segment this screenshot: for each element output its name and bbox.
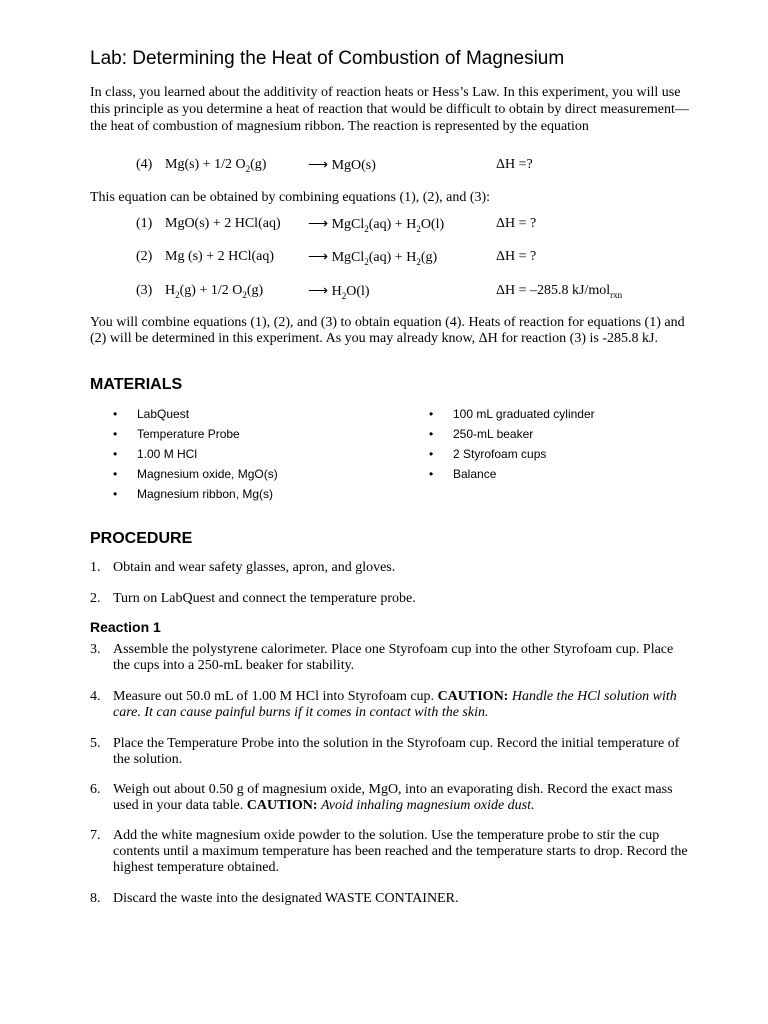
procedure-step — [90, 782, 690, 814]
procedure-step — [90, 591, 690, 607]
equation-enthalpy: ΔH =? — [496, 157, 533, 172]
material-label: Magnesium ribbon, Mg(s) — [137, 487, 274, 501]
step-number: 3. — [90, 642, 101, 657]
equation-products: MgCl$_2$(aq) + $H_2(g)$ — [331, 250, 438, 267]
step-text-block — [113, 689, 690, 721]
procedure-step — [90, 560, 690, 576]
bullet-icon: • — [113, 427, 118, 441]
reaction-arrow: ⟶ MgCl$_2$(aq) + $H_2O(l)$ — [308, 217, 445, 234]
equation-number: (2) — [136, 249, 153, 264]
material-item — [111, 464, 411, 484]
caution-label: CAUTION: — [437, 689, 509, 704]
step-text: Turn on LabQuest and connect the temperature probe. — [113, 591, 416, 606]
bullet-icon: • — [113, 447, 118, 461]
step-text: Assemble the polystyrene calorimeter. Place one Styrofoam cup into the other Styrofoam cup. Place the cups into a 250-mL beaker for stability. — [113, 642, 674, 673]
reaction-arrow: ⟶ MgCl$_2$(aq) + $H_2(g)$ — [308, 250, 438, 267]
material-item — [427, 444, 727, 464]
materials-list-left — [111, 404, 411, 504]
material-item — [111, 484, 411, 504]
procedure-step — [90, 689, 690, 721]
reaction-1-heading: Reaction 1 — [90, 619, 161, 635]
step-number: 6. — [90, 782, 101, 797]
equation-number: (4) — [136, 157, 153, 172]
caution-text: Avoid inhaling magnesium oxide dust. — [321, 798, 535, 813]
reaction-arrow: ⟶ MgO(s) — [308, 158, 376, 173]
procedure-step — [90, 642, 690, 674]
procedure-heading: PROCEDURE — [90, 530, 193, 547]
step-text-block — [113, 782, 690, 814]
material-label: Balance — [453, 467, 497, 481]
step-text: Measure out 50.0 mL of 1.00 M HCl into Styrofoam cup. — [113, 689, 435, 704]
material-label: Magnesium oxide, MgO(s) — [137, 467, 278, 481]
bullet-icon: • — [113, 467, 118, 481]
step-text: Discard the waste into the designated WASTE CONTAINER. — [113, 891, 459, 906]
materials-heading: MATERIALS — [90, 376, 183, 393]
material-item — [427, 464, 727, 484]
summary-paragraph: You will combine equations (1), (2), and (3) to obtain equation (4). Heats of reaction for equations (1) and (2) will be determined in this experiment. As you may already know, ΔH for reaction (3) is -285.8 kJ. — [90, 315, 685, 346]
equation-number: (1) — [136, 216, 153, 231]
equation-products: MgO(s) — [331, 158, 376, 173]
equation-products: MgCl$_2$(aq) + $H_2O(l)$ — [331, 217, 445, 234]
step-text: Place the Temperature Probe into the solution in the Styrofoam cup. Record the initial temperature of the solution. — [113, 736, 680, 767]
page-title: Lab: Determining the Heat of Combustion of Magnesium — [90, 48, 565, 69]
materials-list-right — [427, 404, 727, 484]
bullet-icon: • — [429, 427, 434, 441]
combine-text: This equation can be obtained by combining equations (1), (2), and (3): — [90, 190, 491, 205]
equation-reactants: MgO(s) + 2 HCl(aq) — [165, 216, 281, 231]
step-number: 2. — [90, 591, 101, 606]
material-label: Temperature Probe — [137, 427, 240, 441]
bullet-icon: • — [429, 407, 434, 421]
equation-enthalpy — [496, 283, 622, 299]
material-item — [111, 404, 411, 424]
procedure-step — [90, 736, 690, 768]
caution-text: Handle the HCl solution with care. It can cause painful burns if it comes in contact with the skin. — [113, 689, 677, 720]
intro-paragraph: In class, you learned about the additivity of reaction heats or Hess’s Law. In this experiment, you will use this principle as you determine a heat of reaction that would be difficult to obtain by direct measurement—the heat of combustion of magnesium ribbon. The reaction is represented by the equation — [90, 85, 689, 134]
caution-label: CAUTION: — [246, 798, 318, 813]
material-label: 100 mL graduated cylinder — [453, 407, 595, 421]
step-text: Weigh out about 0.50 g of magnesium oxide, MgO, into an evaporating dish. Record the exact mass used in your data table. — [113, 782, 673, 813]
step-number: 8. — [90, 891, 101, 906]
step-text: Add the white magnesium oxide powder to the solution. Use the temperature probe to stir the cup contents until a maximum temperature has been reached and the temperature starts to drop. Record the highest temperature obtained. — [113, 828, 688, 875]
equation-reactants: Mg(s) + 1/2 $O_2(g)$ — [165, 157, 267, 174]
material-label: 1.00 M HCl — [137, 447, 198, 461]
bullet-icon: • — [429, 467, 434, 481]
equation-number: (3) — [136, 283, 153, 298]
step-number: 7. — [90, 828, 101, 843]
material-item — [111, 424, 411, 444]
bullet-icon: • — [113, 487, 118, 501]
equation-enthalpy: ΔH = ? — [496, 216, 537, 231]
material-item — [427, 424, 727, 444]
enthalpy-value: ΔH = –285.8 kJ/mol — [496, 283, 611, 298]
material-label: 2 Styrofoam cups — [453, 447, 547, 461]
enthalpy-subscript: rxn — [610, 289, 623, 300]
bullet-icon: • — [429, 447, 434, 461]
material-label: 250-mL beaker — [453, 427, 534, 441]
step-number: 5. — [90, 736, 101, 751]
bullet-icon: • — [113, 407, 118, 421]
step-text: Obtain and wear safety glasses, apron, and gloves. — [113, 560, 396, 575]
reaction-arrow: ⟶ $H_2O(l)$ — [308, 284, 370, 301]
equation-enthalpy: ΔH = ? — [496, 249, 537, 264]
step-number: 4. — [90, 689, 101, 704]
equation-reactants: $H_2(g) + 1/2$ $O_2(g)$ — [165, 283, 264, 300]
procedure-step — [90, 891, 690, 907]
material-label: LabQuest — [137, 407, 190, 421]
material-item — [111, 444, 411, 464]
procedure-step — [90, 828, 690, 876]
step-number: 1. — [90, 560, 101, 575]
equation-products: $H_2O(l)$ — [331, 284, 370, 301]
equation-reactants: Mg (s) + 2 HCl(aq) — [165, 249, 274, 264]
material-item — [427, 404, 727, 424]
